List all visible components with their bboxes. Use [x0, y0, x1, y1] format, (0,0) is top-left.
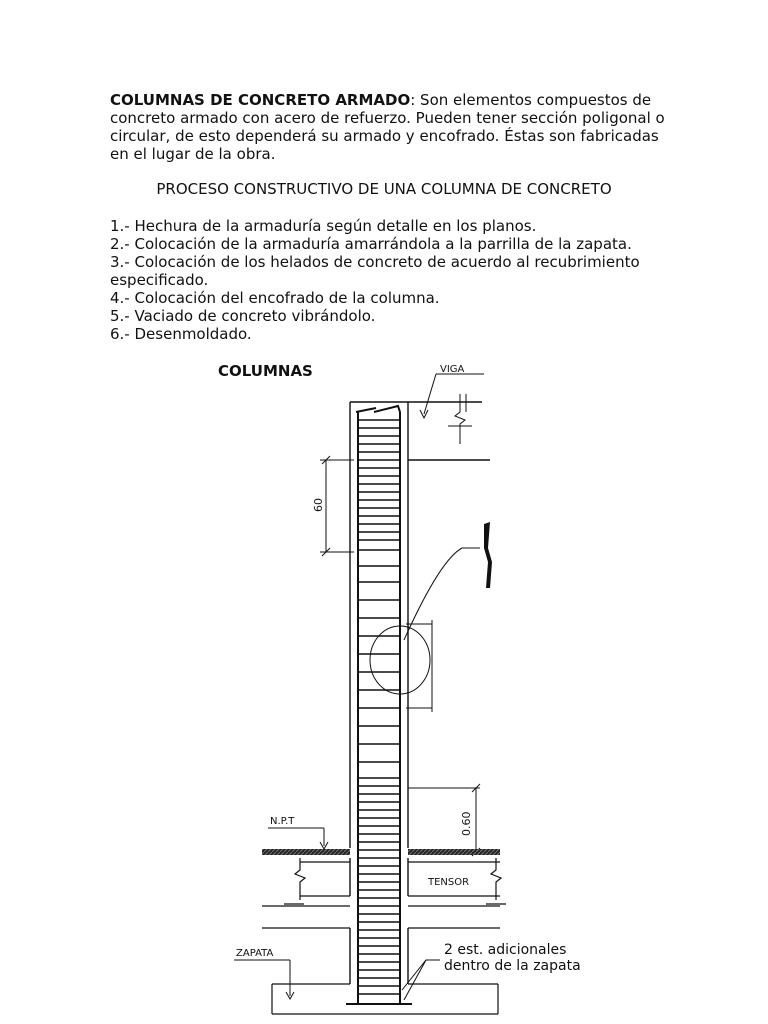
ground-left — [262, 849, 350, 855]
npt-leader — [268, 828, 328, 849]
step-item: 6.- Desenmoldado. — [110, 325, 252, 343]
stirrups — [358, 420, 400, 994]
intro-text: : Son elementos compuestos de concreto armado con acero de refuerzo. Pueden tener sección poligonal o circular, de esto dependerá su armado y encofrado. Éstas son fabricadas en el lugar de la obra. — [110, 91, 665, 163]
section-heading: PROCESO CONSTRUCTIVO DE UNA COLUMNA DE CONCRETO — [156, 180, 612, 198]
step-item: 3.- Colocación de los helados de concreto de acuerdo al recubrimiento especificado. — [110, 253, 640, 289]
step-item: 4.- Colocación del encofrado de la columna. — [110, 289, 440, 307]
note-line-1: 2 est. adicionales — [444, 942, 567, 958]
viga-label: VIGA — [440, 364, 465, 375]
step-item: 5.- Vaciado de concreto vibrándolo. — [110, 307, 376, 325]
ground-right — [408, 849, 500, 855]
viga-leader — [420, 374, 484, 418]
dimension-top — [320, 456, 354, 556]
dimension-top-label: 60 — [312, 498, 325, 512]
drawing-title: COLUMNAS — [218, 362, 313, 380]
intro-term: COLUMNAS DE CONCRETO ARMADO — [110, 91, 411, 109]
zapata-leader — [234, 960, 294, 999]
step-item: 2.- Colocación de la armaduría amarrándola a la parrilla de la zapata. — [110, 235, 632, 253]
detail-callout — [370, 548, 480, 712]
tensor-beam — [284, 858, 506, 904]
hook-detail-icon — [484, 522, 492, 588]
step-item: 1.- Hechura de la armaduría según detalle en los planos. — [110, 217, 537, 235]
dimension-bottom-label: 0.60 — [460, 811, 473, 836]
note-line-2: dentro de la zapata — [444, 958, 581, 974]
npt-label: N.P.T — [270, 816, 295, 827]
column-outline — [350, 402, 490, 984]
tensor-label: TENSOR — [428, 877, 470, 888]
zapata-label: ZAPATA — [236, 948, 274, 959]
